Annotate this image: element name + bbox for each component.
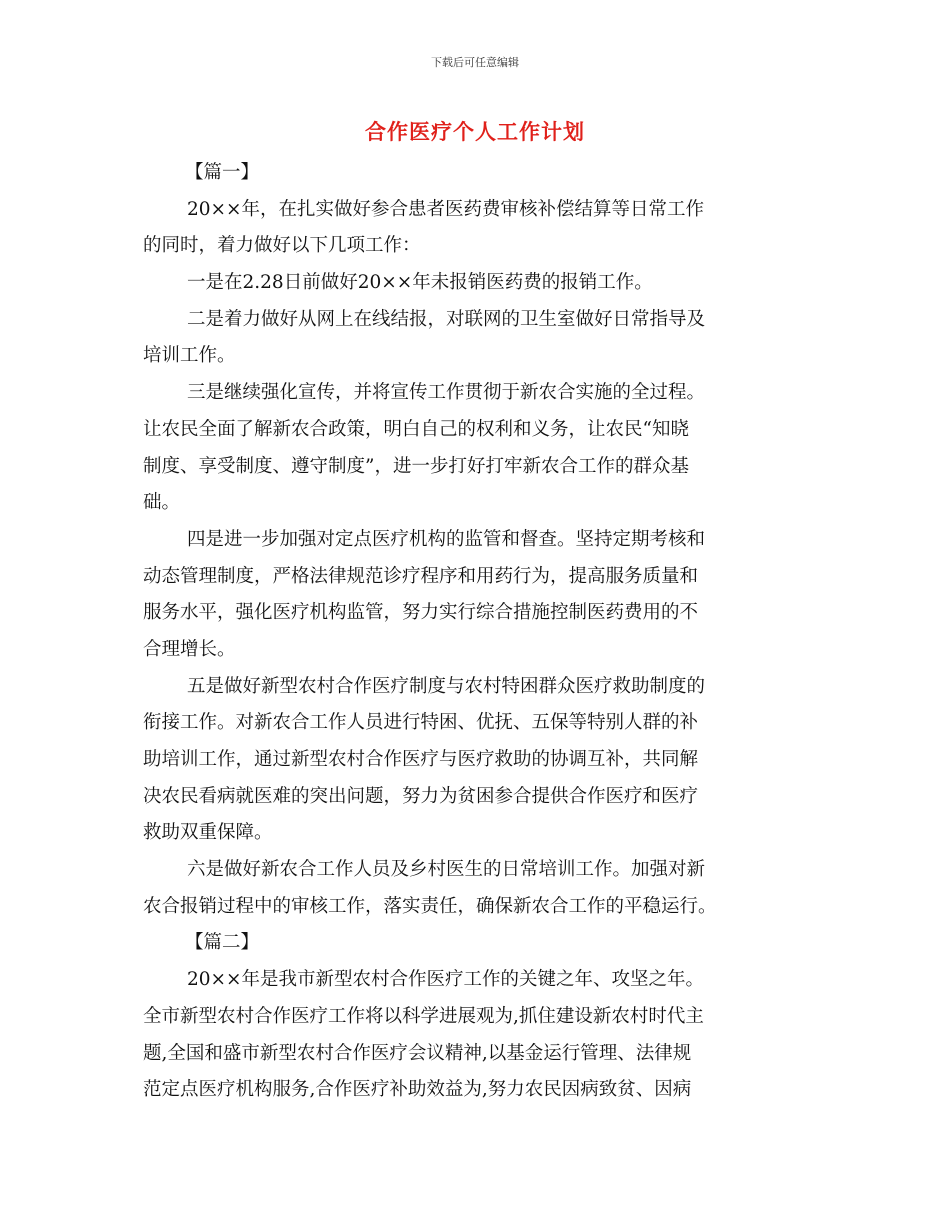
body-line: 服务水平，强化医疗机构监管，努力实行综合措施控制医药费用的不 bbox=[143, 602, 699, 624]
body-line: 全市新型农村合作医疗工作将以科学进展观为,抓住建设新农村时代主 bbox=[143, 1005, 704, 1027]
body-line: 题,全国和盛市新型农村合作医疗会议精神,以基金运行管理、法律规 bbox=[143, 1042, 692, 1064]
body-line: 救助双重保障。 bbox=[143, 822, 273, 844]
body-line: 让农民全面了解新农合政策，明白自己的权利和义务，让农民“知晓 bbox=[143, 418, 689, 440]
page-header-note: 下载后可任意编辑 bbox=[431, 56, 519, 69]
body-line: 范定点医疗机构服务,合作医疗补助效益为,努力农民因病致贫、因病 bbox=[143, 1079, 692, 1101]
body-line: 20××年是我市新型农村合作医疗工作的关键之年、攻坚之年。 bbox=[187, 969, 705, 991]
body-line: 二是着力做好从网上在线结报，对联网的卫生室做好日常指导及 bbox=[187, 308, 706, 330]
section-heading: 【篇一】 bbox=[185, 162, 260, 183]
body-line: 决农民看病就医难的突出问题，努力为贫困参合提供合作医疗和医疗 bbox=[143, 785, 699, 807]
section-heading: 【篇二】 bbox=[185, 932, 260, 954]
body-line: 20××年，在扎实做好参合患者医药费审核补偿结算等日常工作 bbox=[187, 198, 705, 220]
body-line: 培训工作。 bbox=[143, 345, 236, 367]
body-line: 一是在2.28日前做好20××年未报销医药费的报销工作。 bbox=[187, 272, 653, 294]
body-line: 合理增长。 bbox=[143, 638, 236, 660]
body-line: 础。 bbox=[143, 492, 181, 514]
body-line: 制度、享受制度、遵守制度”，进一步打好打牢新农合工作的群众基 bbox=[143, 455, 689, 477]
body-line: 六是做好新农合工作人员及乡村医生的日常培训工作。加强对新 bbox=[187, 859, 706, 881]
body-line: 四是进一步加强对定点医疗机构的监管和督查。坚持定期考核和 bbox=[187, 528, 706, 550]
body-line: 农合报销过程中的审核工作，落实责任，确保新农合工作的平稳运行。 bbox=[143, 895, 717, 917]
body-line: 三是继续强化宣传，并将宣传工作贯彻于新农合实施的全过程。 bbox=[187, 382, 706, 404]
body-line: 的同时，着力做好以下几项工作： bbox=[143, 235, 421, 257]
document-body bbox=[143, 155, 803, 1109]
body-line: 动态管理制度，严格法律规范诊疗程序和用药行为，提高服务质量和 bbox=[143, 565, 699, 587]
body-line: 五是做好新型农村合作医疗制度与农村特困群众医疗救助制度的 bbox=[187, 675, 706, 697]
body-line: 衔接工作。对新农合工作人员进行特困、优抚、五保等特别人群的补 bbox=[143, 712, 699, 734]
body-line: 助培训工作，通过新型农村合作医疗与医疗救助的协调互补，共同解 bbox=[143, 749, 699, 770]
document-title: 合作医疗个人工作计划 bbox=[365, 120, 585, 144]
